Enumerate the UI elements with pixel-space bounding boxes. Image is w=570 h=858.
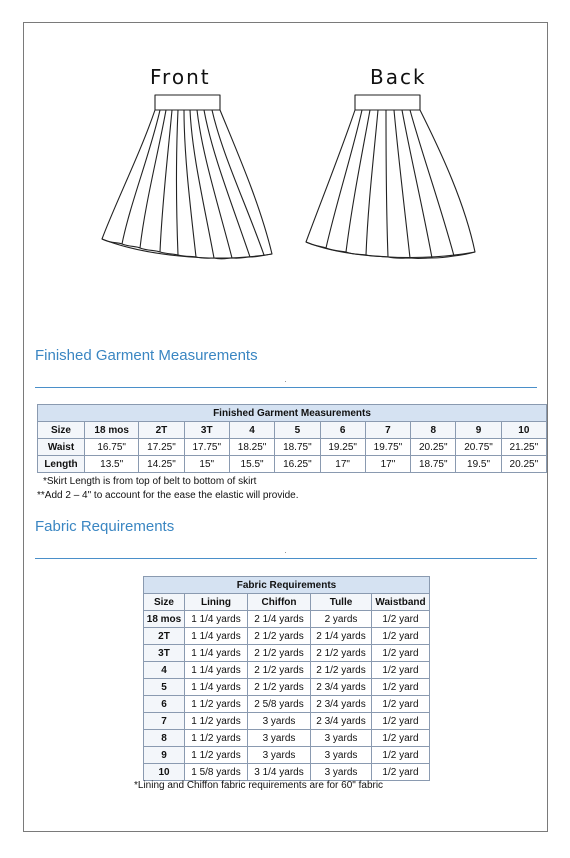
header-cell: 18 mos — [85, 422, 139, 439]
divider-mark — [285, 381, 286, 382]
row-label: 10 — [144, 764, 185, 781]
table-cell: 1 1/2 yards — [185, 713, 248, 730]
table-cell: 18.75" — [411, 456, 456, 473]
header-cell: Chiffon — [248, 594, 311, 611]
skirt-length-note: *Skirt Length is from top of belt to bottom of skirt — [43, 476, 257, 487]
table-cell: 3 yards — [248, 713, 311, 730]
front-label: Front — [150, 65, 211, 89]
table-row-waist — [38, 439, 547, 456]
table-row — [144, 628, 430, 645]
table-cell: 1 1/2 yards — [185, 696, 248, 713]
table-cell: 2 1/2 yards — [248, 628, 311, 645]
table-caption: Fabric Requirements — [144, 577, 430, 594]
table-cell: 1 1/4 yards — [185, 628, 248, 645]
header-cell: 2T — [139, 422, 184, 439]
table-cell: 1 1/2 yards — [185, 747, 248, 764]
table-cell: 1/2 yard — [372, 764, 430, 781]
table-cell: 2 5/8 yards — [248, 696, 311, 713]
header-cell: 3T — [184, 422, 229, 439]
table-row — [144, 713, 430, 730]
table-row — [144, 730, 430, 747]
row-label: 2T — [144, 628, 185, 645]
table-cell: 1 1/4 yards — [185, 679, 248, 696]
table-header-row — [144, 594, 430, 611]
header-cell: 7 — [365, 422, 410, 439]
table-cell: 20.25" — [411, 439, 456, 456]
row-label: 5 — [144, 679, 185, 696]
table-cell: 1/2 yard — [372, 713, 430, 730]
section-rule — [35, 387, 537, 388]
table-cell: 3 yards — [248, 747, 311, 764]
header-cell: Lining — [185, 594, 248, 611]
header-cell: 8 — [411, 422, 456, 439]
fabric-requirements-table — [143, 576, 430, 781]
table-row — [144, 645, 430, 662]
table-cell: 2 3/4 yards — [311, 696, 372, 713]
row-label: Waist — [38, 439, 85, 456]
header-cell: 10 — [501, 422, 546, 439]
table-cell: 18.75" — [275, 439, 320, 456]
table-cell: 2 yards — [311, 611, 372, 628]
table-cell: 18.25" — [229, 439, 274, 456]
table-cell: 16.75" — [85, 439, 139, 456]
table-row — [144, 662, 430, 679]
table-cell: 17" — [320, 456, 365, 473]
section-rule — [35, 558, 537, 559]
table-cell: 2 1/2 yards — [248, 679, 311, 696]
table-cell: 1 1/4 yards — [185, 645, 248, 662]
table-cell: 2 3/4 yards — [311, 679, 372, 696]
header-cell: 9 — [456, 422, 501, 439]
row-label: 6 — [144, 696, 185, 713]
table-cell: 1 1/2 yards — [185, 730, 248, 747]
header-cell: 5 — [275, 422, 320, 439]
header-cell: Waistband — [372, 594, 430, 611]
table-cell: 21.25" — [501, 439, 546, 456]
table-cell: 2 1/2 yards — [248, 645, 311, 662]
row-label: 7 — [144, 713, 185, 730]
table-cell: 1/2 yard — [372, 662, 430, 679]
table-cell: 15" — [184, 456, 229, 473]
table-cell: 17.25" — [139, 439, 184, 456]
table-cell: 1/2 yard — [372, 645, 430, 662]
table-cell: 1/2 yard — [372, 611, 430, 628]
table-cell: 1 1/4 yards — [185, 611, 248, 628]
table-cell: 19.5" — [456, 456, 501, 473]
table-cell: 2 1/2 yards — [311, 662, 372, 679]
fabric-width-note: *Lining and Chiffon fabric requirements are for 60" fabric — [134, 780, 384, 791]
table-row — [144, 611, 430, 628]
table-cell: 1/2 yard — [372, 679, 430, 696]
table-cell: 1/2 yard — [372, 696, 430, 713]
header-cell: Tulle — [311, 594, 372, 611]
table-cell: 2 3/4 yards — [311, 713, 372, 730]
table-cell: 17" — [365, 456, 410, 473]
row-label: 9 — [144, 747, 185, 764]
header-cell: Size — [38, 422, 85, 439]
table-cell: 13.5" — [85, 456, 139, 473]
divider-mark — [285, 552, 286, 553]
table-cell: 20.75" — [456, 439, 501, 456]
table-cell: 16.25" — [275, 456, 320, 473]
table-cell: 1/2 yard — [372, 747, 430, 764]
table-row — [144, 764, 430, 781]
table-cell: 3 yards — [311, 747, 372, 764]
table-cell: 2 1/4 yards — [311, 628, 372, 645]
table-cell: 2 1/4 yards — [248, 611, 311, 628]
table-row — [144, 679, 430, 696]
row-label: 3T — [144, 645, 185, 662]
row-label: 4 — [144, 662, 185, 679]
table-cell: 1/2 yard — [372, 730, 430, 747]
header-cell: Size — [144, 594, 185, 611]
back-skirt-illustration — [300, 94, 480, 269]
table-header-row — [38, 422, 547, 439]
table-cell: 1 5/8 yards — [185, 764, 248, 781]
table-cell: 15.5" — [229, 456, 274, 473]
front-skirt-illustration — [100, 94, 280, 269]
row-label: 8 — [144, 730, 185, 747]
table-row — [144, 747, 430, 764]
elastic-ease-note: **Add 2 – 4" to account for the ease the elastic will provide. — [37, 490, 299, 501]
table-caption: Finished Garment Measurements — [38, 405, 547, 422]
table-cell: 19.75" — [365, 439, 410, 456]
row-label: 18 mos — [144, 611, 185, 628]
header-cell: 4 — [229, 422, 274, 439]
table-row-length — [38, 456, 547, 473]
table-row — [144, 696, 430, 713]
table-cell: 2 1/2 yards — [311, 645, 372, 662]
table-cell: 1 1/4 yards — [185, 662, 248, 679]
header-cell: 6 — [320, 422, 365, 439]
table-cell: 20.25" — [501, 456, 546, 473]
table-cell: 19.25" — [320, 439, 365, 456]
fabric-requirements-heading: Fabric Requirements — [35, 518, 175, 535]
table-cell: 3 1/4 yards — [248, 764, 311, 781]
table-cell: 1/2 yard — [372, 628, 430, 645]
table-cell: 2 1/2 yards — [248, 662, 311, 679]
table-cell: 3 yards — [311, 764, 372, 781]
table-cell: 3 yards — [311, 730, 372, 747]
table-cell: 3 yards — [248, 730, 311, 747]
table-cell: 17.75" — [184, 439, 229, 456]
table-cell: 14.25" — [139, 456, 184, 473]
finished-measurements-heading: Finished Garment Measurements — [35, 347, 258, 364]
back-label: Back — [370, 65, 427, 89]
row-label: Length — [38, 456, 85, 473]
finished-measurements-table — [37, 404, 547, 473]
